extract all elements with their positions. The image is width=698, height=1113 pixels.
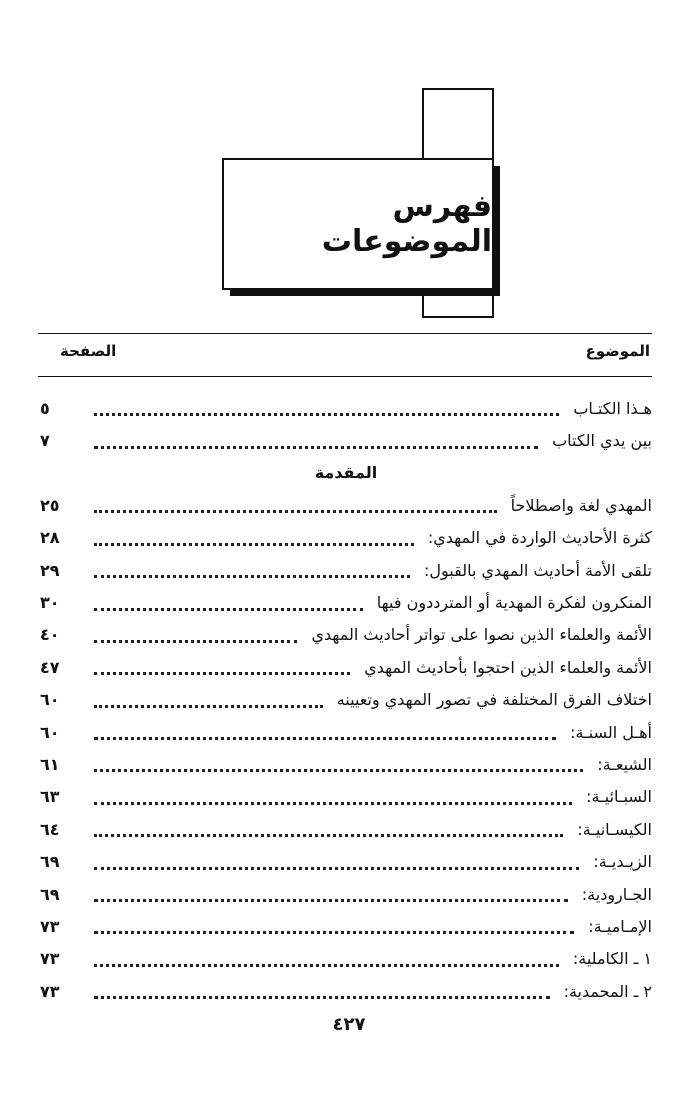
toc-entry-label: الشيعـة: [597,754,652,774]
dot-leader [94,445,538,449]
toc-entry-label: المقدمة [314,463,378,483]
toc-entry-page: ٧٣ [40,949,60,969]
dot-leader [94,574,410,578]
toc-entry-label: هـذا الكتـاب [573,398,652,418]
toc-entry-page: ٦٣ [40,787,60,807]
dot-leader [94,412,559,416]
dot-leader [94,995,550,999]
toc-entry [40,748,652,780]
toc-entry-page: ٦٠ [40,690,60,710]
toc-entry-label: الأئمة والعلماء الذين نصوا على تواتر أحاديث المهدي [311,625,652,645]
toc-entry-label: ٢ ـ المحمدية: [563,981,652,1001]
toc-entry-page: ٢٩ [40,560,60,580]
toc-entry-label: الكيسـانيـة: [577,819,652,839]
toc-entry-page: ٧٣ [40,916,60,936]
toc-entry [40,813,652,845]
dot-leader [94,509,497,513]
toc-entry-page: ٦١ [40,754,60,774]
dot-leader [94,866,579,870]
dot-leader [94,930,574,934]
toc-entry-label: السبـائيـة: [586,787,652,807]
toc-entry-page: ٢٨ [40,528,60,548]
toc-entry-label: ١ ـ الكاملية: [572,949,652,969]
dot-leader [94,898,568,902]
toc-section-heading [40,457,652,489]
page-number: ٤٢٧ [332,1014,366,1035]
toc-entry [40,554,652,586]
toc-entry-label: اختلاف الفرق المختلفة في تصور المهدي وتعيينه [336,690,652,710]
dot-leader [94,768,583,772]
toc-entry [40,684,652,716]
toc-entry-label: أهـل السنـة: [570,722,652,742]
toc-entry-label: المنكرون لفكرة المهدية أو المترددون فيها [376,593,652,613]
column-header-topic: الموضوع [585,342,650,360]
toc-entries [40,392,652,1007]
toc-entry-page: ٤٠ [40,625,60,645]
toc-entry-page: ٧ [40,431,50,451]
header-rule-bottom [38,376,652,377]
toc-entry [40,975,652,1007]
toc-entry-label: تلقى الأمة أحاديث المهدي بالقبول: [423,560,652,580]
toc-entry-label: الإمـاميـة: [588,916,652,936]
toc-entry-page: ٦٤ [40,819,60,839]
toc-entry-page: ٢٥ [40,495,60,515]
toc-entry [40,522,652,554]
dot-leader [94,704,323,708]
toc-entry-page: ٦٩ [40,852,60,872]
toc-entry [40,424,652,456]
toc-entry [40,716,652,748]
toc-entry [40,878,652,910]
toc-entry-page: ٣٠ [40,593,60,613]
header-rule-top [38,333,652,334]
toc-entry [40,781,652,813]
toc-entry-page: ٦٩ [40,884,60,904]
dot-leader [94,607,363,611]
toc-entry [40,910,652,942]
dot-leader [94,833,563,837]
toc-entry-page: ٥ [40,398,50,418]
dot-leader [94,671,350,675]
title-frame [222,158,494,290]
dot-leader [94,736,556,740]
toc-entry [40,586,652,618]
toc-entry-page: ٧٣ [40,981,60,1001]
toc-entry-label: المهدي لغة واصطلاحاً [510,495,652,515]
toc-entry-label: الأئمة والعلماء الذين احتجوا بأحاديث المهدي [364,657,652,677]
toc-entry-label: الزيـديـة: [593,852,652,872]
toc-entry [40,845,652,877]
toc-entry-label: بين يدي الكتاب [552,431,652,451]
toc-entry-page: ٤٧ [40,657,60,677]
toc-entry [40,943,652,975]
dot-leader [94,542,414,546]
column-header-page: الصفحة [60,342,117,360]
toc-entry [40,651,652,683]
toc-entry [40,489,652,521]
toc-entry-label: كثرة الأحاديث الواردة في المهدي: [427,528,652,548]
page-title: فهرس الموضوعات [321,189,492,259]
dot-leader [94,963,559,967]
toc-entry [40,619,652,651]
dot-leader [94,801,572,805]
toc-entry-label: الجـارودية: [581,884,652,904]
toc-entry-page: ٦٠ [40,722,60,742]
dot-leader [94,639,297,643]
toc-entry [40,392,652,424]
